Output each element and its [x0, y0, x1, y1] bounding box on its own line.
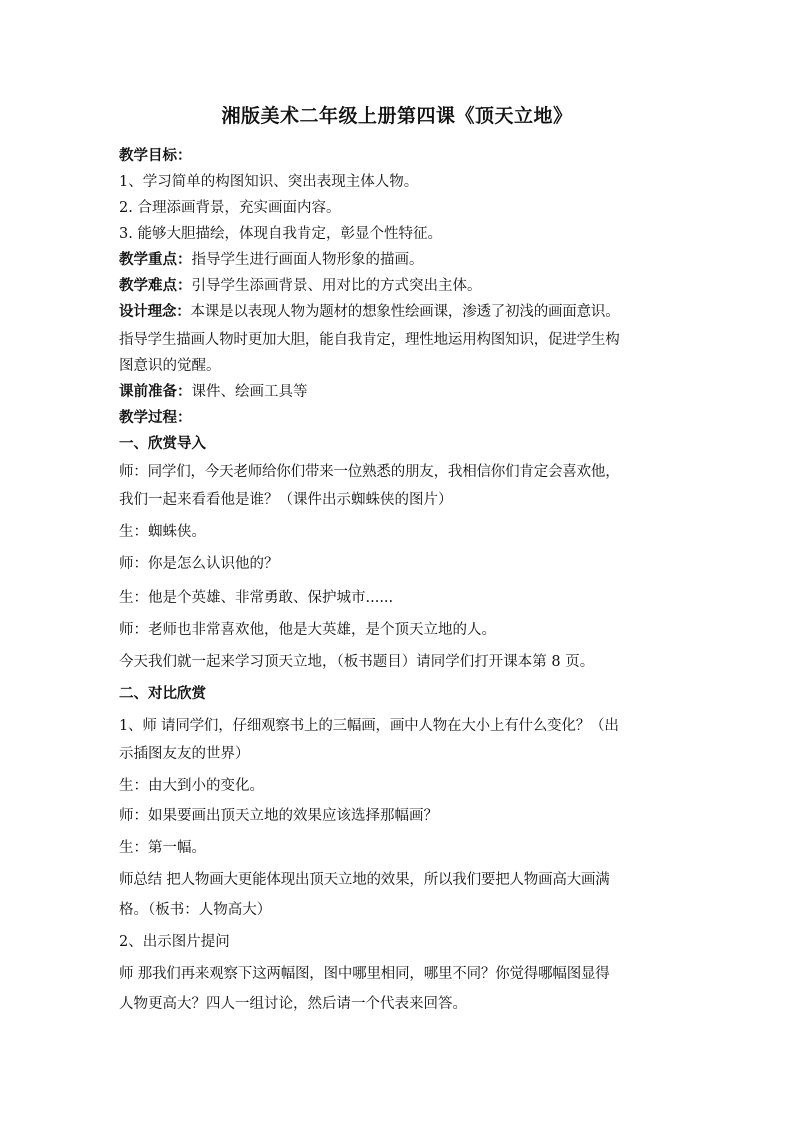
- section2-line: 1、师 请同学们，仔细观察书上的三幅画，画中人物在大小上有什么变化？（出: [119, 718, 619, 734]
- section1-line: 生：他是个英雄、非常勇敢、保护城市......: [119, 590, 394, 606]
- section2-line: 生：第一幅。: [119, 840, 206, 856]
- section1-line: 师：同学们，今天老师给你们带来一位熟悉的朋友，我相信你们肯定会喜欢他，: [119, 464, 620, 480]
- key-point-text: 指导学生进行画面人物形象的描画。: [191, 252, 424, 268]
- process-heading: 教学过程：: [119, 409, 192, 426]
- key-point-line: [119, 247, 679, 273]
- difficulty-label: 教学难点：: [119, 277, 192, 294]
- section1-line: 师：老师也非常喜欢他，他是大英雄，是个顶天立地的人。: [119, 622, 496, 638]
- concept-label: 设计理念：: [119, 303, 191, 320]
- difficulty-line: [119, 273, 679, 299]
- section1-heading: 一、欣赏导入: [119, 435, 206, 452]
- section1-line: 师：你是怎么认识他的？: [119, 556, 279, 572]
- section2-line: 生：由大到小的变化。: [119, 778, 264, 794]
- section2-line: 师总结 把人物画大更能体现出顶天立地的效果，所以我们要把人物画高大画满: [119, 872, 610, 888]
- section2-line: 师：如果要画出顶天立地的效果应该选择那幅画？: [119, 808, 438, 824]
- section2-line: 示插图友友的世界）: [119, 746, 250, 762]
- difficulty-text: 引导学生添画背景、用对比的方式突出主体。: [191, 278, 482, 294]
- section1-line: 生：蜘蛛侠。: [119, 524, 206, 540]
- lesson-title: 湘版美术二年级上册第四课《顶天立地》: [221, 105, 573, 127]
- section1-line: 今天我们就一起来学习顶天立地，（板书题目）请同学们打开课本第 8 页。: [119, 654, 595, 670]
- concept-line-1: [119, 299, 679, 325]
- concept-text-1: 本课是以表现人物为题材的想象性绘画课，渗透了初浅的画面意识。: [190, 304, 620, 320]
- concept-line-3: 图意识的觉醒。: [119, 358, 221, 374]
- goals-heading: 教学目标：: [119, 147, 192, 164]
- goal-item-3: 3. 能够大胆描绘，体现自我肯定，彰显个性特征。: [119, 226, 442, 242]
- section2-line: 师 那我们再来观察下这两幅图，图中哪里相同，哪里不同？你觉得哪幅图显得: [119, 966, 610, 982]
- prep-line: [119, 379, 679, 405]
- concept-line-2: 指导学生描画人物时更加大胆，能自我肯定，理性地运用构图知识，促进学生构: [119, 332, 620, 348]
- key-point-label: 教学重点：: [119, 251, 192, 268]
- goal-item-1: 1、学习简单的构图知识、突出表现主体人物。: [119, 174, 419, 190]
- section2-heading: 二、对比欣赏: [119, 685, 206, 702]
- prep-label: 课前准备：: [119, 383, 192, 400]
- section2-line: 人物更高大？四人一组讨论，然后请一个代表来回答。: [119, 996, 467, 1012]
- section1-line: 我们一起来看看他是谁？（课件出示蜘蛛侠的图片）: [119, 492, 453, 508]
- section2-line: 2、出示图片提问: [119, 934, 230, 950]
- section2-line: 格。（板书：人物高大）: [119, 902, 272, 918]
- goal-item-2: 2. 合理添画背景，充实画面内容。: [119, 200, 341, 216]
- prep-text: 课件、绘画工具等: [191, 384, 308, 400]
